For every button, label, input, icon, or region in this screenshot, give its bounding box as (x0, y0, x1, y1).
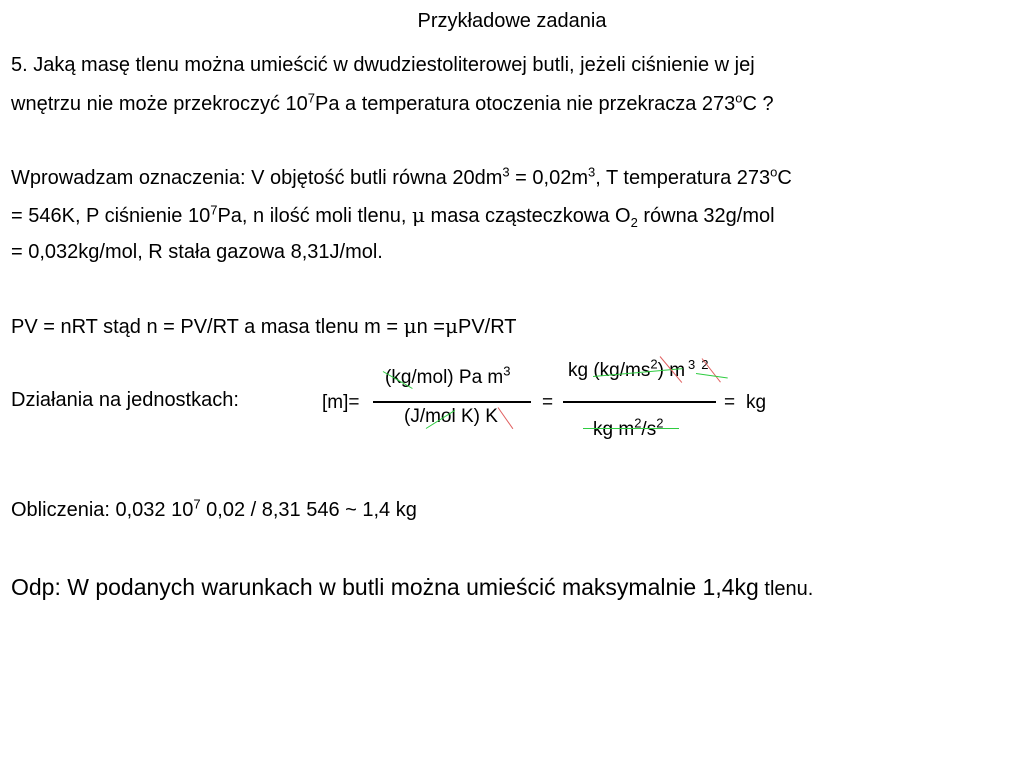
exponent: 2 (701, 356, 709, 372)
exponent: 3 (587, 164, 596, 180)
units-result: kg (746, 392, 767, 413)
formula-line (11, 314, 517, 339)
exponent: 2 (650, 356, 658, 372)
equals-sign: = (542, 392, 554, 413)
exponent: 7 (193, 496, 201, 512)
cancel-stroke-green (583, 428, 679, 429)
fraction-2-denominator (593, 415, 664, 441)
notation-text: równa 32g/mol (637, 205, 775, 227)
fraction-1-denominator: (J/mol K) K (404, 406, 498, 427)
formula-text: PV/RT (457, 316, 517, 338)
answer-tail: tlenu. (758, 578, 814, 600)
notation-line-3: = 0,032kg/mol, R stała gazowa 8,31J/mol. (11, 241, 383, 263)
mu-symbol: μ (403, 314, 417, 338)
exponent: 2 (634, 415, 642, 431)
notation-text: Pa, n ilość moli tlenu, (217, 205, 412, 227)
unit-text: kg (kg/ms (568, 360, 651, 381)
formula-text: n = (416, 316, 445, 338)
degree-sign: o (770, 164, 778, 180)
units-label: Działania na jednostkach: (11, 389, 239, 411)
notation-line-2 (11, 203, 775, 228)
exponent: 3 (502, 164, 510, 180)
notation-text: Wprowadzam oznaczenia: V objętość butli równa 20dm (11, 167, 503, 189)
units-lhs: [m]= (322, 392, 360, 413)
unit-text: ) m (657, 360, 686, 381)
notation-line-1 (11, 164, 792, 190)
calculation-text: 0,02 / 8,31 546 ~ 1,4 kg (200, 499, 417, 521)
exponent: 7 (307, 90, 316, 106)
exponent: 3 (503, 363, 511, 379)
calculation-text: Obliczenia: 0,032 10 (11, 499, 194, 521)
mu-symbol: μ (411, 203, 425, 227)
subscript: 2 (630, 215, 638, 230)
cancel-stroke-red (498, 407, 514, 429)
calculation-line (11, 496, 417, 522)
notation-text: = 546K, P ciśnienie 10 (11, 205, 211, 227)
problem-text: wnętrzu nie może przekroczyć 10 (11, 93, 308, 115)
problem-line-2 (11, 90, 774, 116)
formula-text: PV = nRT stąd n = PV/RT a masa tlenu m = (11, 316, 404, 338)
notation-text: C (777, 167, 792, 189)
fraction-1-numerator (385, 363, 511, 389)
fraction-1-bar (373, 401, 531, 403)
answer-line (11, 574, 813, 601)
mu-symbol: μ (444, 314, 458, 338)
page-title: Przykładowe zadania (417, 10, 607, 32)
notation-text: , T temperatura 273 (595, 167, 771, 189)
exponent: 7 (210, 202, 218, 218)
answer-text: Odp: W podanych warunkach w butli można umieścić maksymalnie 1,4kg (11, 574, 759, 600)
unit-text: (kg/mol) Pa m (385, 367, 504, 388)
equals-sign: = (724, 392, 736, 413)
degree-sign: o (735, 90, 743, 106)
fraction-2-bar (563, 401, 716, 403)
problem-line-1: 5. Jaką masę tlenu można umieścić w dwudziestoliterowej butli, jeżeli ciśnienie w jej (11, 54, 755, 76)
exponent: 3 (688, 356, 696, 372)
notation-text: masa cząsteczkowa O (424, 205, 631, 227)
problem-text: Pa a temperatura otoczenia nie przekracza 273 (315, 93, 736, 115)
unit-text: /s (641, 419, 657, 440)
notation-text: = 0,02m (509, 167, 588, 189)
problem-text: C ? (742, 93, 774, 115)
unit-text: kg m (593, 419, 635, 440)
exponent: 2 (656, 415, 664, 431)
